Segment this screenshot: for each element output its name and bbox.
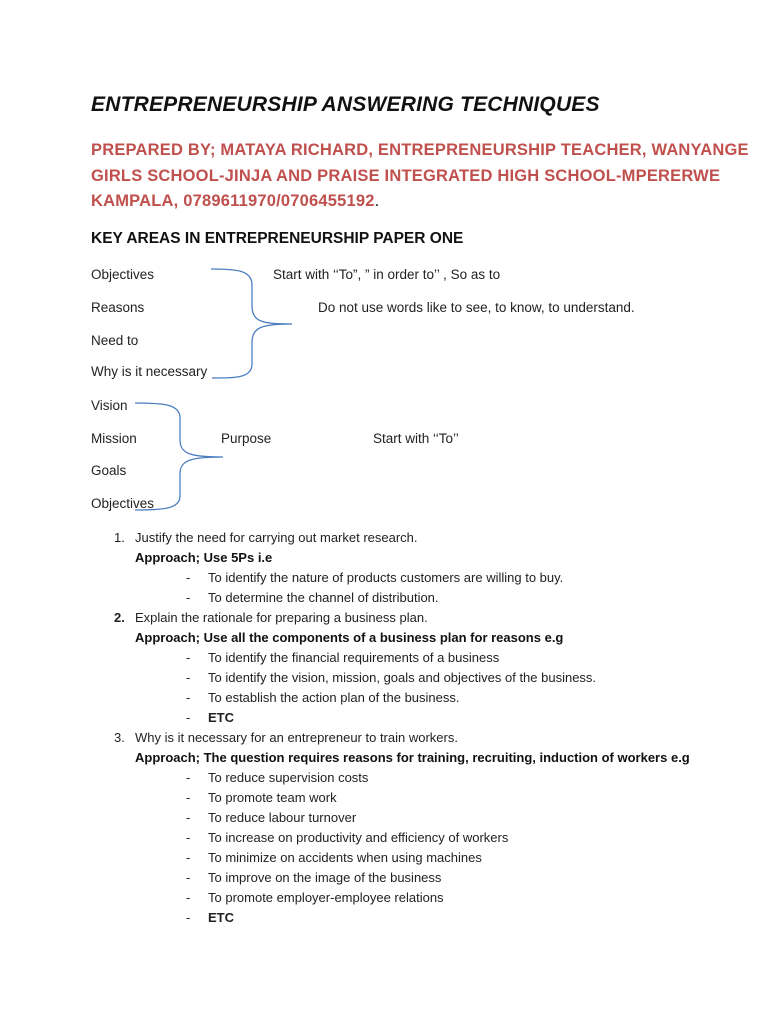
bullet-dash: -: [186, 790, 191, 805]
bullet-dash: -: [186, 810, 191, 825]
question-number: 2.: [114, 610, 125, 625]
bullet-dash: -: [186, 650, 191, 665]
question-text: Why is it necessary for an entrepreneur to train workers.: [135, 730, 458, 745]
question-text: Justify the need for carrying out market research.: [135, 530, 418, 545]
bullet-item: To identify the vision, mission, goals and objectives of the business.: [208, 670, 597, 685]
bullet-dash: -: [186, 850, 191, 865]
bullet-dash: -: [186, 890, 191, 905]
approach-text: Approach; The question requires reasons for training, recruiting, induction of workers e.g: [135, 750, 690, 765]
bullet-item: To determine the channel of distribution.: [208, 590, 439, 605]
group2-item: Goals: [91, 463, 127, 478]
group2-item: Objectives: [91, 496, 155, 511]
bullet-item: To identify the nature of products customers are willing to buy.: [208, 570, 564, 585]
bullet-item-etc: ETC: [208, 710, 234, 725]
question-number: 3.: [114, 730, 125, 745]
bullet-item: To promote team work: [208, 790, 337, 805]
bullet-item: To promote employer-employee relations: [208, 890, 444, 905]
author-line-3: KAMPALA, 0789611970/0706455192.: [91, 192, 380, 210]
group1-item: Reasons: [91, 300, 145, 315]
bullet-item: To identify the financial requirements of a business: [208, 650, 500, 665]
group1-note-start: Start with ‘‘To”, ” in order to’’ , So as to: [273, 267, 501, 282]
brace-group2-icon: [135, 403, 223, 510]
group2-item: Vision: [91, 398, 128, 413]
approach-text: Approach; Use 5Ps i.e: [135, 550, 273, 565]
group2-purpose: Purpose: [221, 431, 272, 446]
approach-text: Approach; Use all the components of a business plan for reasons e.g: [135, 630, 564, 645]
document-title: ENTREPRENEURSHIP ANSWERING TECHNIQUES: [91, 93, 600, 116]
question-number: 1.: [114, 530, 125, 545]
bullet-dash: -: [186, 570, 191, 585]
author-line-2: GIRLS SCHOOL-JINJA AND PRAISE INTEGRATED HIGH SCHOOL-MPERERWE: [91, 167, 721, 185]
brace-group1-icon: [211, 269, 292, 378]
bullet-dash: -: [186, 710, 191, 725]
bullet-dash: -: [186, 830, 191, 845]
bullet-item: To reduce labour turnover: [208, 810, 357, 825]
question-text: Explain the rationale for preparing a business plan.: [135, 610, 428, 625]
bullet-dash: -: [186, 870, 191, 885]
bullet-item: To establish the action plan of the business.: [208, 690, 460, 705]
bullet-item: To increase on productivity and efficiency of workers: [208, 830, 509, 845]
bullet-item: To reduce supervision costs: [208, 770, 369, 785]
author-line-1: PREPARED BY; MATAYA RICHARD, ENTREPRENEURSHIP TEACHER, WANYANGE: [91, 141, 749, 159]
bullet-dash: -: [186, 690, 191, 705]
group2-item: Mission: [91, 431, 137, 446]
group2-note: Start with ‘‘To’’: [373, 431, 459, 446]
key-areas-heading: KEY AREAS IN ENTREPRENEURSHIP PAPER ONE: [91, 230, 464, 247]
bullet-item-etc: ETC: [208, 910, 234, 925]
bullet-item: To improve on the image of the business: [208, 870, 442, 885]
group1-item: Need to: [91, 333, 139, 348]
group1-item: Objectives: [91, 267, 155, 282]
bullet-dash: -: [186, 590, 191, 605]
bullet-item: To minimize on accidents when using machines: [208, 850, 482, 865]
bullet-dash: -: [186, 910, 191, 925]
bullet-dash: -: [186, 670, 191, 685]
group1-note-avoid: Do not use words like to see, to know, to understand.: [318, 300, 635, 315]
group1-item: Why is it necessary: [91, 364, 208, 379]
bullet-dash: -: [186, 770, 191, 785]
